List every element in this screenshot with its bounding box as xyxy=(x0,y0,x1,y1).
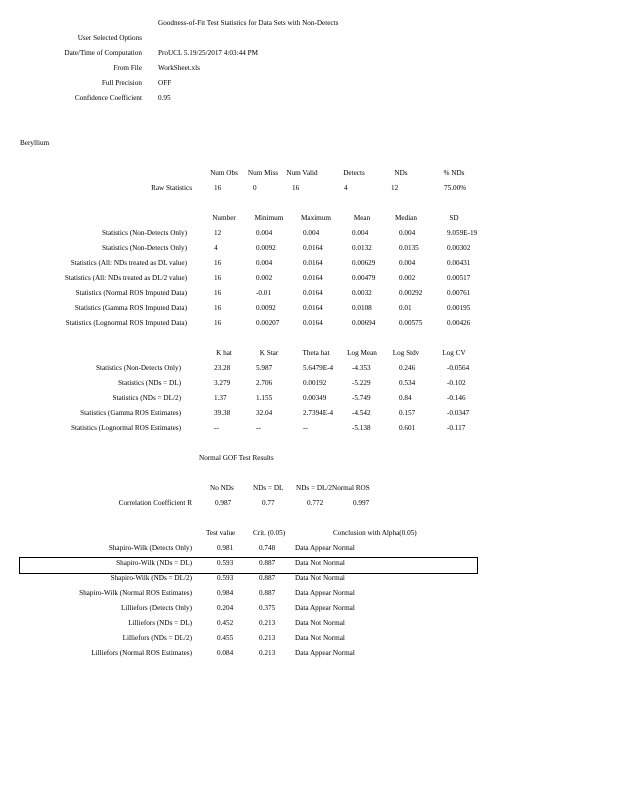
kstats-value: 1.155 xyxy=(256,394,273,402)
test-conclusion: Data Appear Normal xyxy=(295,649,355,657)
stats-value: 16 xyxy=(214,304,222,312)
kstats-row-label: Statistics (NDs = DL) xyxy=(118,379,181,387)
kstats-value: -4.353 xyxy=(352,364,371,372)
kstats-value: 3.279 xyxy=(214,379,231,387)
stats-row-label: Statistics (Non-Detects Only) xyxy=(101,229,187,237)
raw-col-header: Num Miss xyxy=(247,169,279,177)
stats-value: 0.0092 xyxy=(256,304,276,312)
test-row-label: Shapiro-Wilk (Detects Only) xyxy=(108,544,192,552)
test-col-header: Crit. (0.05) xyxy=(253,529,286,537)
stats-col-header: SD xyxy=(449,214,459,222)
kstats-row-label: Statistics (NDs = DL/2) xyxy=(112,394,181,402)
stats-row-label: Statistics (Non-Detects Only) xyxy=(101,244,187,252)
kstats-row-label: Statistics (Lognormal ROS Estimates) xyxy=(71,424,181,432)
stats-value: 0.0032 xyxy=(352,289,372,297)
kstats-value: 0.84 xyxy=(399,394,412,402)
kstats-col-header: Log Mean xyxy=(347,349,377,357)
corr-value: 0.997 xyxy=(353,499,370,507)
kstats-value: -0.102 xyxy=(447,379,466,387)
stats-value: 0.0108 xyxy=(352,304,372,312)
test-conclusion: Data Not Normal xyxy=(295,634,345,642)
kstats-value: -- xyxy=(256,424,261,432)
stats-value: 0.004 xyxy=(256,259,273,267)
stats-value: 0.0135 xyxy=(399,244,419,252)
test-value: 0.084 xyxy=(217,649,234,657)
stats-value: 9.059E-19 xyxy=(447,229,478,237)
option-label: From File xyxy=(113,64,142,72)
report-title: Goodness-of-Fit Test Statistics for Data Sets with Non-Detects xyxy=(158,19,339,27)
test-value: 0.213 xyxy=(259,634,276,642)
stats-value: 0.002 xyxy=(399,274,416,282)
raw-value: 12 xyxy=(391,184,399,192)
kstats-col-header: Theta hat xyxy=(302,349,330,357)
test-value: 0.452 xyxy=(217,619,234,627)
corr-value: 0.772 xyxy=(307,499,324,507)
stats-value: 0.00426 xyxy=(447,319,471,327)
corr-value: 0.77 xyxy=(262,499,275,507)
raw-value: 75.00% xyxy=(444,184,467,192)
raw-col-header: Num Obs xyxy=(210,169,238,177)
stats-value: 16 xyxy=(214,319,222,327)
test-conclusion: Data Appear Normal xyxy=(295,604,355,612)
test-value: 0.593 xyxy=(217,574,234,582)
option-label: User Selected Options xyxy=(77,34,142,42)
kstats-row-label: Statistics (Gamma ROS Estimates) xyxy=(80,409,181,417)
kstats-value: 0.00192 xyxy=(303,379,327,387)
test-row-label: Lilliefors (Detects Only) xyxy=(120,604,192,612)
stats-value: 0.0164 xyxy=(303,289,323,297)
test-value: 0.213 xyxy=(259,649,276,657)
stats-row-label: Statistics (All: NDs treated as DL value) xyxy=(70,259,187,267)
stats-row-label: Statistics (Lognormal ROS Imputed Data) xyxy=(65,319,187,327)
test-value: 0.204 xyxy=(217,604,234,612)
test-value: 0.593 xyxy=(217,559,234,567)
kstats-value: 23.28 xyxy=(214,364,231,372)
stats-value: 0.01 xyxy=(399,304,412,312)
corr-col-header: NDs = DL xyxy=(253,484,284,492)
option-value: WorkSheet.xls xyxy=(158,64,200,72)
test-value: 0.375 xyxy=(259,604,276,612)
stats-value: 0.0092 xyxy=(256,244,276,252)
stats-value: 0.004 xyxy=(399,229,416,237)
kstats-value: 2.706 xyxy=(256,379,273,387)
variable-name: Beryllium xyxy=(20,139,50,147)
stats-value: 0.00207 xyxy=(256,319,280,327)
test-col-header: Conclusion with Alpha(0.05) xyxy=(333,529,417,537)
stats-value: 0.002 xyxy=(256,274,273,282)
stats-value: 16 xyxy=(214,289,222,297)
stats-value: -0.01 xyxy=(256,289,271,297)
raw-value: 16 xyxy=(214,184,222,192)
kstats-value: -5.749 xyxy=(352,394,371,402)
test-conclusion: Data Appear Normal xyxy=(295,544,355,552)
kstats-value: 1.37 xyxy=(214,394,227,402)
kstats-value: -4.542 xyxy=(352,409,371,417)
corr-col-header: No NDs xyxy=(210,484,234,492)
corr-row-label: Correlation Coefficient R xyxy=(118,499,192,507)
stats-value: 0.00575 xyxy=(399,319,423,327)
stats-value: 0.004 xyxy=(256,229,273,237)
option-value: ProUCL 5.19/25/2017 4:03:44 PM xyxy=(158,49,258,57)
stats-value: 0.00761 xyxy=(447,289,471,297)
stats-value: 0.00517 xyxy=(447,274,471,282)
stats-col-header: Number xyxy=(212,214,236,222)
stats-value: 0.004 xyxy=(352,229,369,237)
stats-value: 4 xyxy=(214,244,218,252)
stats-value: 0.00479 xyxy=(352,274,376,282)
corr-value: 0.987 xyxy=(215,499,232,507)
kstats-value: -0.0347 xyxy=(447,409,470,417)
stats-value: 0.00431 xyxy=(447,259,471,267)
gof-title: Normal GOF Test Results xyxy=(199,454,274,462)
kstats-value: 5.6479E-4 xyxy=(303,364,334,372)
kstats-value: 39.38 xyxy=(214,409,231,417)
stats-col-header: Maximum xyxy=(301,214,331,222)
stats-col-header: Median xyxy=(395,214,417,222)
stats-value: 0.004 xyxy=(399,259,416,267)
raw-value: 16 xyxy=(292,184,300,192)
test-row-label: Lilliefors (NDs = DL) xyxy=(128,619,192,627)
stats-value: 0.0164 xyxy=(303,274,323,282)
option-label: Confidence Coefficient xyxy=(74,94,142,102)
test-conclusion: Data Appear Normal xyxy=(295,589,355,597)
kstats-value: -5.229 xyxy=(352,379,371,387)
stats-row-label: Statistics (Gamma ROS Imputed Data) xyxy=(74,304,187,312)
raw-col-header: Detects xyxy=(343,169,365,177)
test-value: 0.887 xyxy=(259,574,276,582)
test-conclusion: Data Not Normal xyxy=(295,574,345,582)
test-row-label: Lilliefors (Normal ROS Estimates) xyxy=(91,649,192,657)
kstats-value: 5.987 xyxy=(256,364,273,372)
raw-value: 4 xyxy=(344,184,348,192)
kstats-value: 0.601 xyxy=(399,424,416,432)
raw-col-header: Num Valid xyxy=(286,169,318,177)
stats-value: 0.0164 xyxy=(303,259,323,267)
kstats-value: 0.246 xyxy=(399,364,416,372)
kstats-row-label: Statistics (Non-Detects Only) xyxy=(95,364,181,372)
kstats-value: -0.117 xyxy=(447,424,466,432)
stats-value: 12 xyxy=(214,229,222,237)
highlight-box xyxy=(19,557,478,574)
stats-value: 16 xyxy=(214,259,222,267)
kstats-col-header: K hat xyxy=(216,349,232,357)
stats-value: 0.0164 xyxy=(303,319,323,327)
stats-row-label: Statistics (All: NDs treated as DL/2 value) xyxy=(64,274,187,282)
kstats-col-header: Log CV xyxy=(442,349,466,357)
stats-value: 0.0132 xyxy=(352,244,372,252)
stats-row-label: Statistics (Normal ROS Imputed Data) xyxy=(75,289,187,297)
stats-col-header: Mean xyxy=(353,214,371,222)
test-value: 0.213 xyxy=(259,619,276,627)
kstats-value: -5.138 xyxy=(352,424,371,432)
raw-value: 0 xyxy=(253,184,257,192)
raw-col-header: % NDs xyxy=(443,169,465,177)
kstats-value: 0.157 xyxy=(399,409,416,417)
kstats-value: -- xyxy=(303,424,308,432)
kstats-value: 0.00349 xyxy=(303,394,327,402)
option-value: OFF xyxy=(158,79,172,87)
kstats-value: -- xyxy=(214,424,219,432)
test-value: 0.887 xyxy=(259,589,276,597)
kstats-col-header: Log Stdv xyxy=(392,349,420,357)
test-row-label: Shapiro-Wilk (NDs = DL) xyxy=(116,559,192,567)
stats-value: 0.0164 xyxy=(303,304,323,312)
kstats-value: 0.534 xyxy=(399,379,416,387)
stats-value: 0.00629 xyxy=(352,259,376,267)
test-conclusion: Data Not Normal xyxy=(295,559,345,567)
kstats-value: 2.7394E-4 xyxy=(303,409,334,417)
test-row-label: Shapiro-Wilk (Normal ROS Estimates) xyxy=(79,589,192,597)
test-value: 0.748 xyxy=(259,544,276,552)
test-col-header: Test value xyxy=(206,529,236,537)
test-value: 0.455 xyxy=(217,634,234,642)
raw-row-label: Raw Statistics xyxy=(151,184,192,192)
option-label: Date/Time of Computation xyxy=(64,49,142,57)
stats-value: 0.00302 xyxy=(447,244,471,252)
stats-value: 0.004 xyxy=(303,229,320,237)
test-row-label: Lilliefors (NDs = DL/2) xyxy=(122,634,192,642)
stats-value: 16 xyxy=(214,274,222,282)
test-value: 0.981 xyxy=(217,544,234,552)
raw-col-header: NDs xyxy=(394,169,408,177)
kstats-value: 32.04 xyxy=(256,409,273,417)
stats-col-header: Minimum xyxy=(254,214,284,222)
stats-value: 0.00694 xyxy=(352,319,376,327)
test-conclusion: Data Not Normal xyxy=(295,619,345,627)
kstats-col-header: K Star xyxy=(259,349,279,357)
test-row-label: Shapiro-Wilk (NDs = DL/2) xyxy=(110,574,192,582)
stats-value: 0.0164 xyxy=(303,244,323,252)
option-label: Full Precision xyxy=(101,79,142,87)
corr-col-header: NDs = DL/2Normal ROS xyxy=(296,484,370,492)
option-value: 0.95 xyxy=(158,94,171,102)
stats-value: 0.00292 xyxy=(399,289,423,297)
kstats-value: -0.0564 xyxy=(447,364,470,372)
kstats-value: -0.146 xyxy=(447,394,466,402)
stats-value: 0.00195 xyxy=(447,304,471,312)
test-value: 0.887 xyxy=(259,559,276,567)
test-value: 0.984 xyxy=(217,589,234,597)
